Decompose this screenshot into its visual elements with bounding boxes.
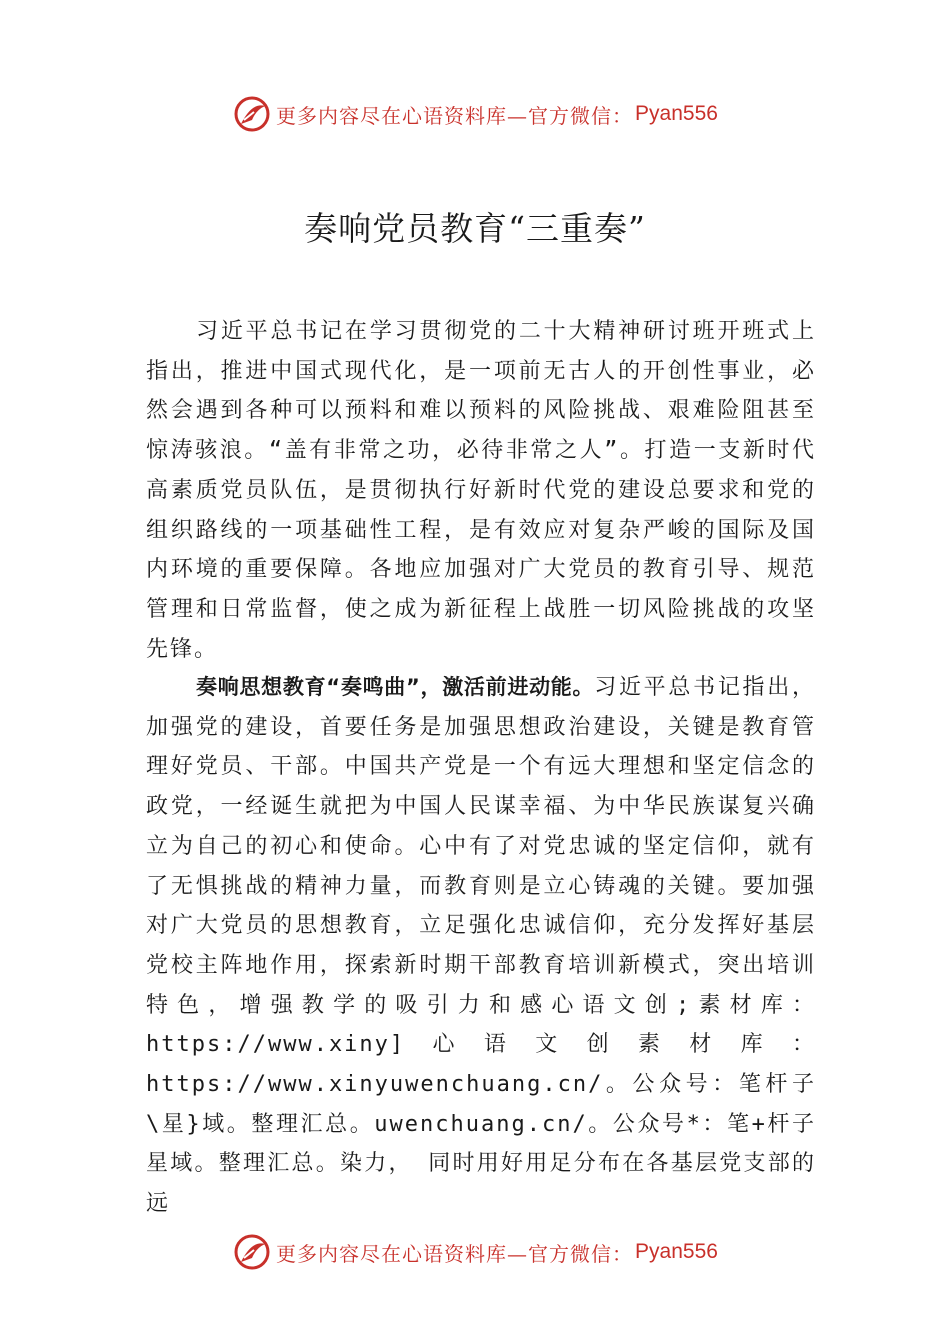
section-body: 习近平总书记指出，加强党的建设，首要任务是加强思想政治建设，关键是教育管理好党员、干部。中国共产党是一个有远大理想和坚定信念的政党，一经诞生就把为中国人民谋幸福、为中华民族谋复兴确立为自己的初心和使命。心中有了对党忠诚的坚定信仰，就有了无惧挑战的精神力量，而教育则是立心铸魂的关键。要加强对广大党员的思想教育，立足强化忠诚信仰，充分发挥好基层党校主阵地作用，探索新时期干部教育培训新模式，突出培训特色，增强教学的吸引力和感心语文创;素材库：https://www.xiny]心语文创素材库：https://www.xinyuwenchuang.cn/。公众号：笔杆子\星}域。整理汇总。uwenchuang.cn/。公众号*：笔+杆子星域。整理汇总。染力， 同时用好用足分布在各基层党支部的远	[146, 675, 816, 1217]
banner-text: 更多内容尽在心语资料库—	[276, 103, 529, 128]
header-watermark	[0, 92, 950, 136]
banner-wechat-id: Pyan556	[635, 1240, 718, 1263]
banner-wechat-label: 官方微信：	[528, 1241, 634, 1266]
footer-watermark	[0, 1230, 950, 1274]
brush-logo-icon	[232, 94, 272, 134]
paragraph-intro: 习近平总书记在学习贯彻党的二十大精神研讨班开班式上指出，推进中国式现代化，是一项前无古人的开创性事业，必然会遇到各种可以预料和难以预料的风险挑战、艰难险阻甚至惊涛骇浪。“盖有非常之功，必待非常之人”。打造一支新时代高素质党员队伍，是贯彻执行好新时代党的建设总要求和党的组织路线的一项基础性工程，是有效应对复杂严峻的国际及国内环境的重要保障。各地应加强对广大党员的教育引导、规范管理和日常监督，使之成为新征程上战胜一切风险挑战的攻坚先锋。	[146, 319, 816, 662]
banner-text: 更多内容尽在心语资料库—	[276, 1241, 529, 1266]
section-heading: 奏响思想教育“奏鸣曲”，激活前进动能。	[196, 675, 595, 699]
brush-logo-icon	[232, 1232, 272, 1272]
banner-wechat-id: Pyan556	[635, 102, 718, 125]
paragraph-ideology	[146, 668, 816, 1224]
page-title: 奏响党员教育“三重奏”	[304, 209, 646, 248]
banner-wechat-label: 官方微信：	[528, 103, 634, 128]
